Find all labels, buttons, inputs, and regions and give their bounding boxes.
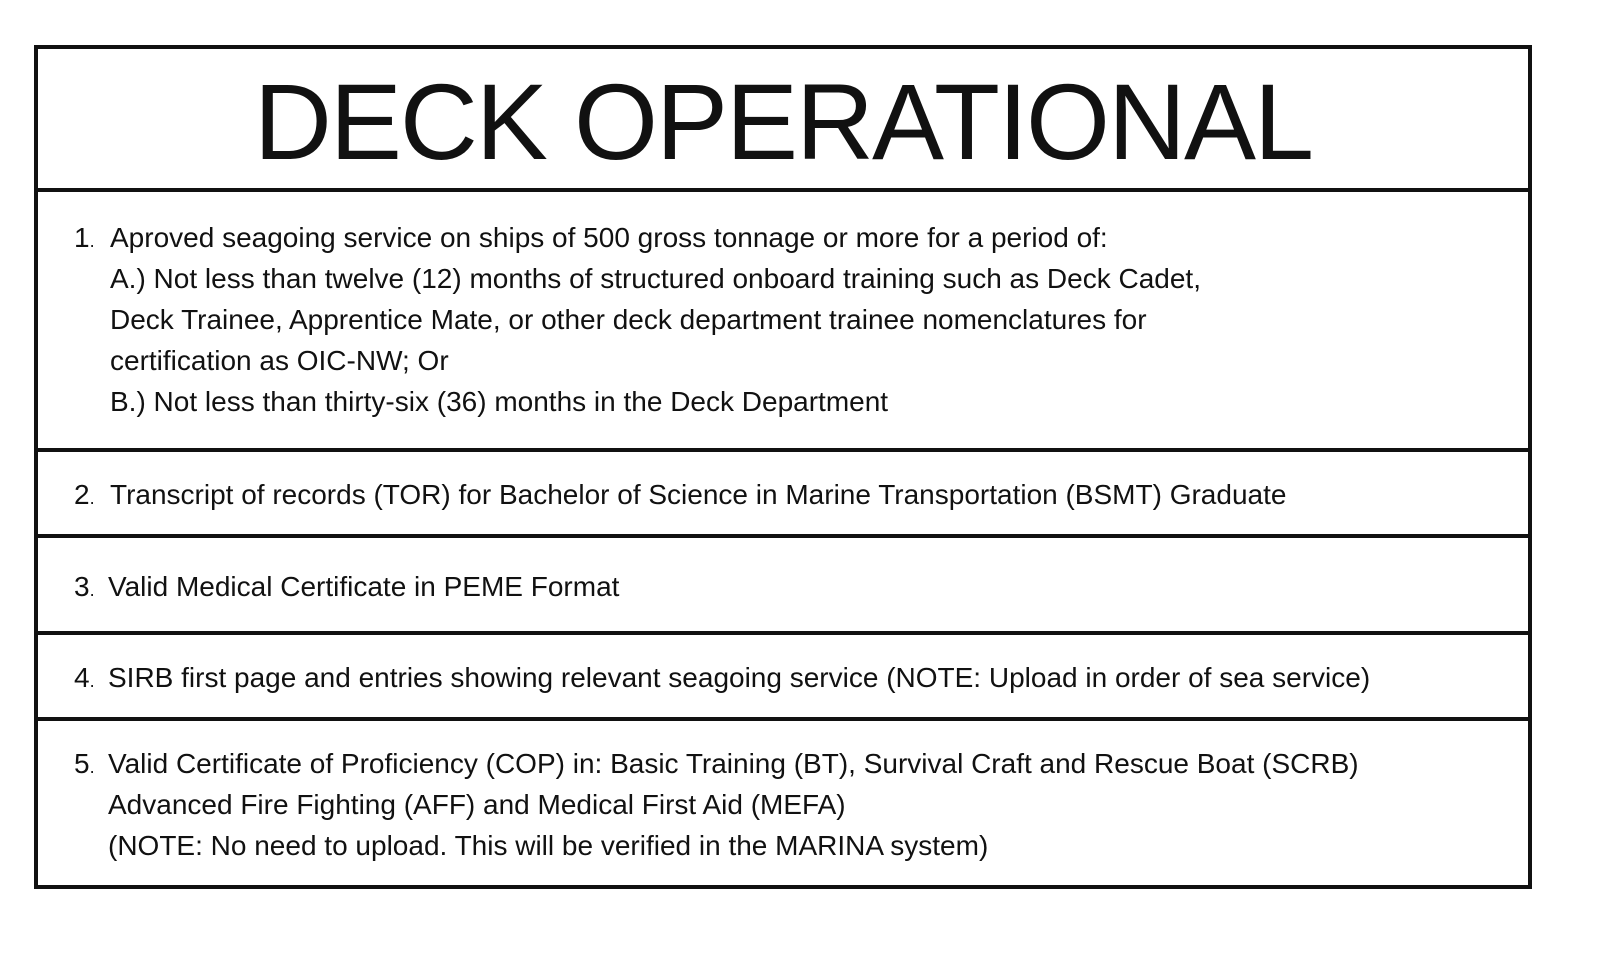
requirement-line: Valid Medical Certificate in PEME Format bbox=[108, 571, 620, 602]
requirement-line: Advanced Fire Fighting (AFF) and Medical First Aid (MEFA) bbox=[108, 789, 846, 820]
title-row bbox=[38, 49, 1528, 192]
requirement-row-3 bbox=[38, 538, 1528, 635]
requirement-number: 5. bbox=[74, 748, 95, 779]
requirement-row-5 bbox=[38, 721, 1528, 889]
requirement-line: A.) Not less than twelve (12) months of structured onboard training such as Deck Cadet, bbox=[110, 263, 1201, 294]
requirement-line: SIRB first page and entries showing relevant seagoing service (NOTE: Upload in order of sea service) bbox=[108, 662, 1371, 693]
requirement-line: certification as OIC-NW; Or bbox=[110, 345, 449, 376]
requirement-line: Aproved seagoing service on ships of 500 gross tonnage or more for a period of: bbox=[110, 222, 1108, 253]
requirements-table bbox=[34, 45, 1532, 889]
requirement-text bbox=[108, 566, 619, 607]
requirement-number: 2. bbox=[74, 479, 95, 510]
requirement-text bbox=[108, 743, 1359, 866]
requirement-row-2 bbox=[38, 452, 1528, 538]
requirement-line: B.) Not less than thirty-six (36) months in the Deck Department bbox=[110, 386, 889, 417]
requirement-line: Deck Trainee, Apprentice Mate, or other deck department trainee nomenclatures for bbox=[110, 304, 1147, 335]
requirement-text bbox=[108, 657, 1370, 698]
requirement-line: (NOTE: No need to upload. This will be verified in the MARINA system) bbox=[108, 830, 989, 861]
requirement-line: Valid Certificate of Proficiency (COP) in: Basic Training (BT), Survival Craft and Rescue Boat (SCRB) bbox=[108, 748, 1359, 779]
page-title: DECK OPERATIONAL bbox=[253, 60, 1313, 182]
requirement-number: 3. bbox=[74, 571, 95, 602]
requirement-row-4 bbox=[38, 635, 1528, 721]
requirement-number: 1. bbox=[74, 222, 95, 253]
requirement-text bbox=[110, 474, 1286, 515]
requirement-row-1 bbox=[38, 192, 1528, 452]
requirement-number: 4. bbox=[74, 662, 95, 693]
requirement-line: Transcript of records (TOR) for Bachelor of Science in Marine Transportation (BSMT) Graduate bbox=[110, 479, 1287, 510]
requirement-text bbox=[110, 217, 1201, 422]
